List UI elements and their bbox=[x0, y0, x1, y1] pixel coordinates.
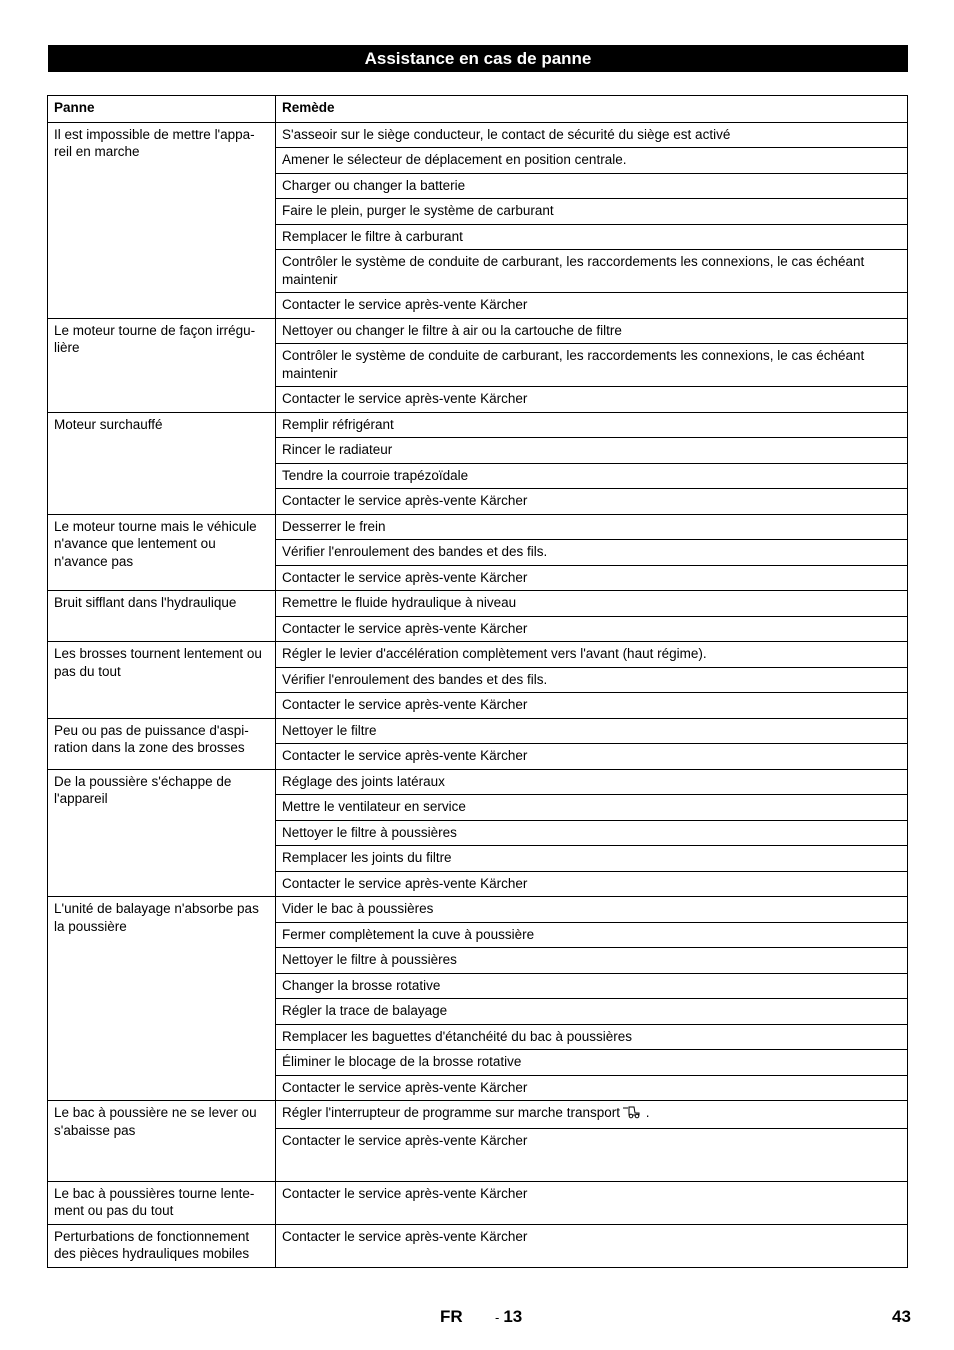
remedy-cell: Desserrer le frein bbox=[276, 514, 908, 540]
fault-cell: Peu ou pas de puissance d'aspi-ration dans la zone des brosses bbox=[48, 718, 276, 769]
fault-cell: Le bac à poussières tourne lente-ment ou pas du tout bbox=[48, 1181, 276, 1224]
remedy-cell: Remplir réfrigérant bbox=[276, 412, 908, 438]
remedy-cell: Contacter le service après-vente Kärcher bbox=[276, 616, 908, 642]
table-row bbox=[48, 718, 908, 744]
header-remedy: Remède bbox=[276, 96, 908, 123]
remedy-cell: Remettre le fluide hydraulique à niveau bbox=[276, 591, 908, 617]
remedy-cell: Nettoyer ou changer le filtre à air ou la cartouche de filtre bbox=[276, 318, 908, 344]
remedy-cell: Contacter le service après-vente Kärcher bbox=[276, 871, 908, 897]
remedy-cell: Contrôler le système de conduite de carburant, les raccordements les connexions, le cas échéant maintenir bbox=[276, 344, 908, 387]
fault-cell: Le moteur tourne de façon irrégu-lière bbox=[48, 318, 276, 412]
remedy-cell: Contrôler le système de conduite de carburant, les raccordements les connexions, le cas échéant maintenir bbox=[276, 250, 908, 293]
remedy-cell: Nettoyer le filtre à poussières bbox=[276, 948, 908, 974]
remedy-cell: Contacter le service après-vente Kärcher bbox=[276, 693, 908, 719]
table-row bbox=[48, 318, 908, 344]
transport-mode-icon bbox=[622, 1105, 642, 1124]
remedy-cell: Vérifier l'enroulement des bandes et des fils. bbox=[276, 540, 908, 566]
fault-cell: Perturbations de fonctionnement des pièces hydrauliques mobiles bbox=[48, 1224, 276, 1267]
fault-cell: Bruit sifflant dans l'hydraulique bbox=[48, 591, 276, 642]
remedy-cell: Contacter le service après-vente Kärcher bbox=[276, 1181, 908, 1224]
remedy-cell: Éliminer le blocage de la brosse rotative bbox=[276, 1050, 908, 1076]
footer-page-number bbox=[495, 1307, 522, 1327]
remedy-cell: Contacter le service après-vente Kärcher bbox=[276, 489, 908, 515]
table-row bbox=[48, 514, 908, 540]
table-row bbox=[48, 897, 908, 923]
remedy-cell: Nettoyer le filtre à poussières bbox=[276, 820, 908, 846]
table-row bbox=[48, 1224, 908, 1267]
remedy-cell: Réglage des joints latéraux bbox=[276, 769, 908, 795]
footer-page-value: 13 bbox=[503, 1307, 523, 1326]
remedy-cell: Contacter le service après-vente Kärcher bbox=[276, 1075, 908, 1101]
table-row bbox=[48, 769, 908, 795]
remedy-cell: Vérifier l'enroulement des bandes et des fils. bbox=[276, 667, 908, 693]
fault-cell: Le moteur tourne mais le véhicule n'avance que lentement ou n'avance pas bbox=[48, 514, 276, 591]
fault-cell: De la poussière s'échappe de l'appareil bbox=[48, 769, 276, 897]
footer-dash: - bbox=[495, 1310, 500, 1325]
remedy-cell: Contacter le service après-vente Kärcher bbox=[276, 565, 908, 591]
fault-cell: Le bac à poussière ne se lever ou s'abaisse pas bbox=[48, 1101, 276, 1182]
remedy-cell bbox=[276, 1101, 908, 1129]
remedy-cell: S'asseoir sur le siège conducteur, le contact de sécurité du siège est activé bbox=[276, 122, 908, 148]
troubleshooting-table bbox=[47, 95, 908, 1268]
remedy-cell: Rincer le radiateur bbox=[276, 438, 908, 464]
fault-cell: Il est impossible de mettre l'appa-reil en marche bbox=[48, 122, 276, 318]
table-row bbox=[48, 642, 908, 668]
remedy-cell: Mettre le ventilateur en service bbox=[276, 795, 908, 821]
remedy-cell: Faire le plein, purger le système de carburant bbox=[276, 199, 908, 225]
table-row bbox=[48, 412, 908, 438]
remedy-cell: Contacter le service après-vente Kärcher bbox=[276, 293, 908, 319]
table-header-row bbox=[48, 96, 908, 123]
remedy-cell: Remplacer le filtre à carburant bbox=[276, 224, 908, 250]
header-fault: Panne bbox=[48, 96, 276, 123]
fault-cell: Les brosses tournent lentement ou pas du tout bbox=[48, 642, 276, 719]
remedy-text: Régler l'interrupteur de programme sur marche transport bbox=[282, 1105, 620, 1120]
table-row bbox=[48, 591, 908, 617]
remedy-cell: Contacter le service après-vente Kärcher bbox=[276, 744, 908, 770]
remedy-cell: Contacter le service après-vente Kärcher bbox=[276, 387, 908, 413]
fault-cell: L'unité de balayage n'absorbe pas la poussière bbox=[48, 897, 276, 1101]
remedy-cell: Nettoyer le filtre bbox=[276, 718, 908, 744]
footer-total-page: 43 bbox=[892, 1307, 911, 1326]
footer-language: FR bbox=[440, 1307, 463, 1326]
table-row bbox=[48, 1181, 908, 1224]
remedy-cell: Remplacer les baguettes d'étanchéité du bac à poussières bbox=[276, 1024, 908, 1050]
page-title: Assistance en cas de panne bbox=[48, 45, 908, 72]
table-row bbox=[48, 122, 908, 148]
remedy-text-suffix: . bbox=[645, 1105, 650, 1120]
table-row bbox=[48, 1101, 908, 1129]
remedy-cell: Vider le bac à poussières bbox=[276, 897, 908, 923]
remedy-cell: Remplacer les joints du filtre bbox=[276, 846, 908, 872]
remedy-cell: Tendre la courroie trapézoïdale bbox=[276, 463, 908, 489]
remedy-cell: Amener le sélecteur de déplacement en position centrale. bbox=[276, 148, 908, 174]
remedy-cell: Régler la trace de balayage bbox=[276, 999, 908, 1025]
remedy-cell: Contacter le service après-vente Kärcher bbox=[276, 1224, 908, 1267]
remedy-cell: Charger ou changer la batterie bbox=[276, 173, 908, 199]
remedy-cell: Fermer complètement la cuve à poussière bbox=[276, 922, 908, 948]
remedy-cell: Contacter le service après-vente Kärcher bbox=[276, 1128, 908, 1181]
remedy-cell: Changer la brosse rotative bbox=[276, 973, 908, 999]
remedy-cell: Régler le levier d'accélération complètement vers l'avant (haut régime). bbox=[276, 642, 908, 668]
fault-cell: Moteur surchauffé bbox=[48, 412, 276, 514]
